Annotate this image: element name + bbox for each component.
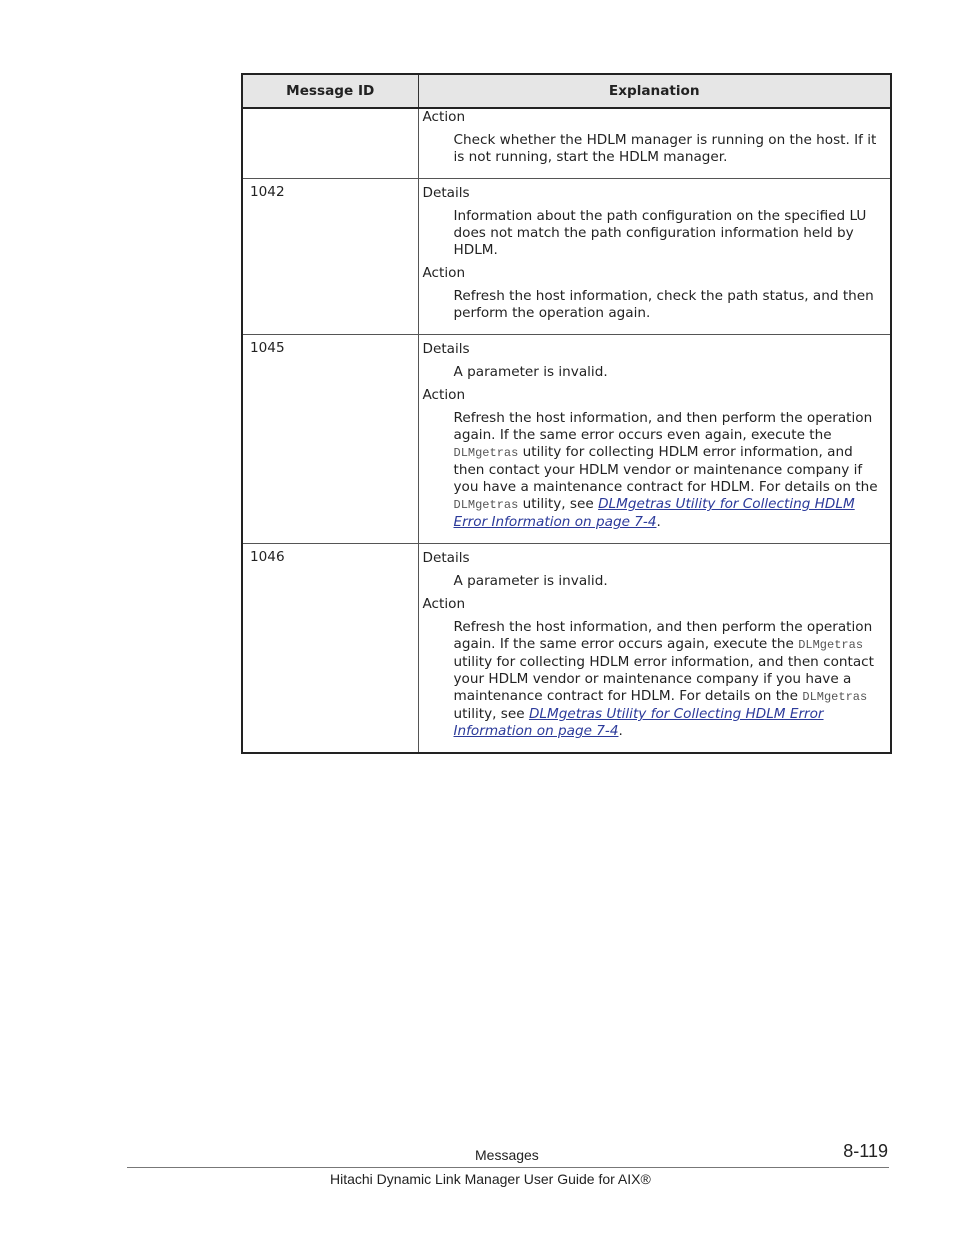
message-id-cell: 1045 [242,335,418,544]
table-row [242,179,891,335]
footer-book-title: Hitachi Dynamic Link Manager User Guide for AIX® [330,1171,651,1187]
action-text-part: utility for collecting HDLM error information, and then contact your HDLM vendor or maintenance company if you have a maintenance contract for HDLM. For details on the [453,444,878,495]
details-label: Details [422,185,470,201]
action-label: Action [422,596,466,612]
action-text-part: utility for collecting HDLM error information, and then contact your HDLM vendor or maintenance company if you have a maintenance contract for HDLM. For details on the [453,654,874,704]
action-text-end: . [656,514,661,530]
details-text: A parameter is invalid. [453,364,608,380]
explanation-cell [418,544,891,754]
details-label: Details [422,341,470,357]
action-text-part: utility, see [453,706,525,722]
details-label: Details [422,550,470,566]
explanation-cell [418,335,891,544]
action-text-part: Refresh the host information, and then perform the operation again. If the same error occurs again, execute the [453,619,873,652]
action-text: Refresh the host information, check the path status, and then perform the operation again. [453,288,874,321]
code-dlmgetras: DLMgetras [453,498,519,512]
code-dlmgetras: DLMgetras [453,446,519,460]
action-label: Action [422,387,466,403]
header-message-id: Message ID [242,74,418,108]
action-label: Action [422,265,466,281]
message-table [241,73,892,754]
action-text [454,619,887,740]
message-id-cell: 1046 [242,544,418,754]
table-row [242,544,891,754]
action-text-end: . [618,723,623,739]
dlmgetras-reference-link[interactable]: DLMgetras Utility for Collecting HDLM Error Information on page 7-4 [453,706,824,739]
header-explanation: Explanation [418,74,891,108]
table-row [242,108,891,179]
message-id-cell [242,108,418,179]
details-text: A parameter is invalid. [453,573,608,589]
explanation-cell [418,179,891,335]
action-text-part: utility, see [522,496,594,512]
footer-section-title: Messages [475,1147,539,1163]
footer-page-number: 8-119 [843,1141,888,1161]
code-dlmgetras: DLMgetras [798,638,864,652]
footer-divider [127,1167,889,1168]
details-text: Information about the path configuration on the specified LU does not match the path configuration information held by HDLM. [453,208,867,258]
message-id-cell: 1042 [242,179,418,335]
action-text [454,410,887,531]
explanation-cell [418,108,891,179]
action-text: Check whether the HDLM manager is running on the host. If it is not running, start the HDLM manager. [453,132,877,165]
action-label: Action [422,109,466,125]
table-header-row [242,74,891,108]
table-row [242,335,891,544]
dlmgetras-reference-link[interactable]: DLMgetras Utility for Collecting HDLM Error Information on page 7-4 [453,496,855,530]
action-text-part: Refresh the host information, and then perform the operation again. If the same error occurs even again, execute the [453,410,873,443]
code-dlmgetras: DLMgetras [802,690,868,704]
